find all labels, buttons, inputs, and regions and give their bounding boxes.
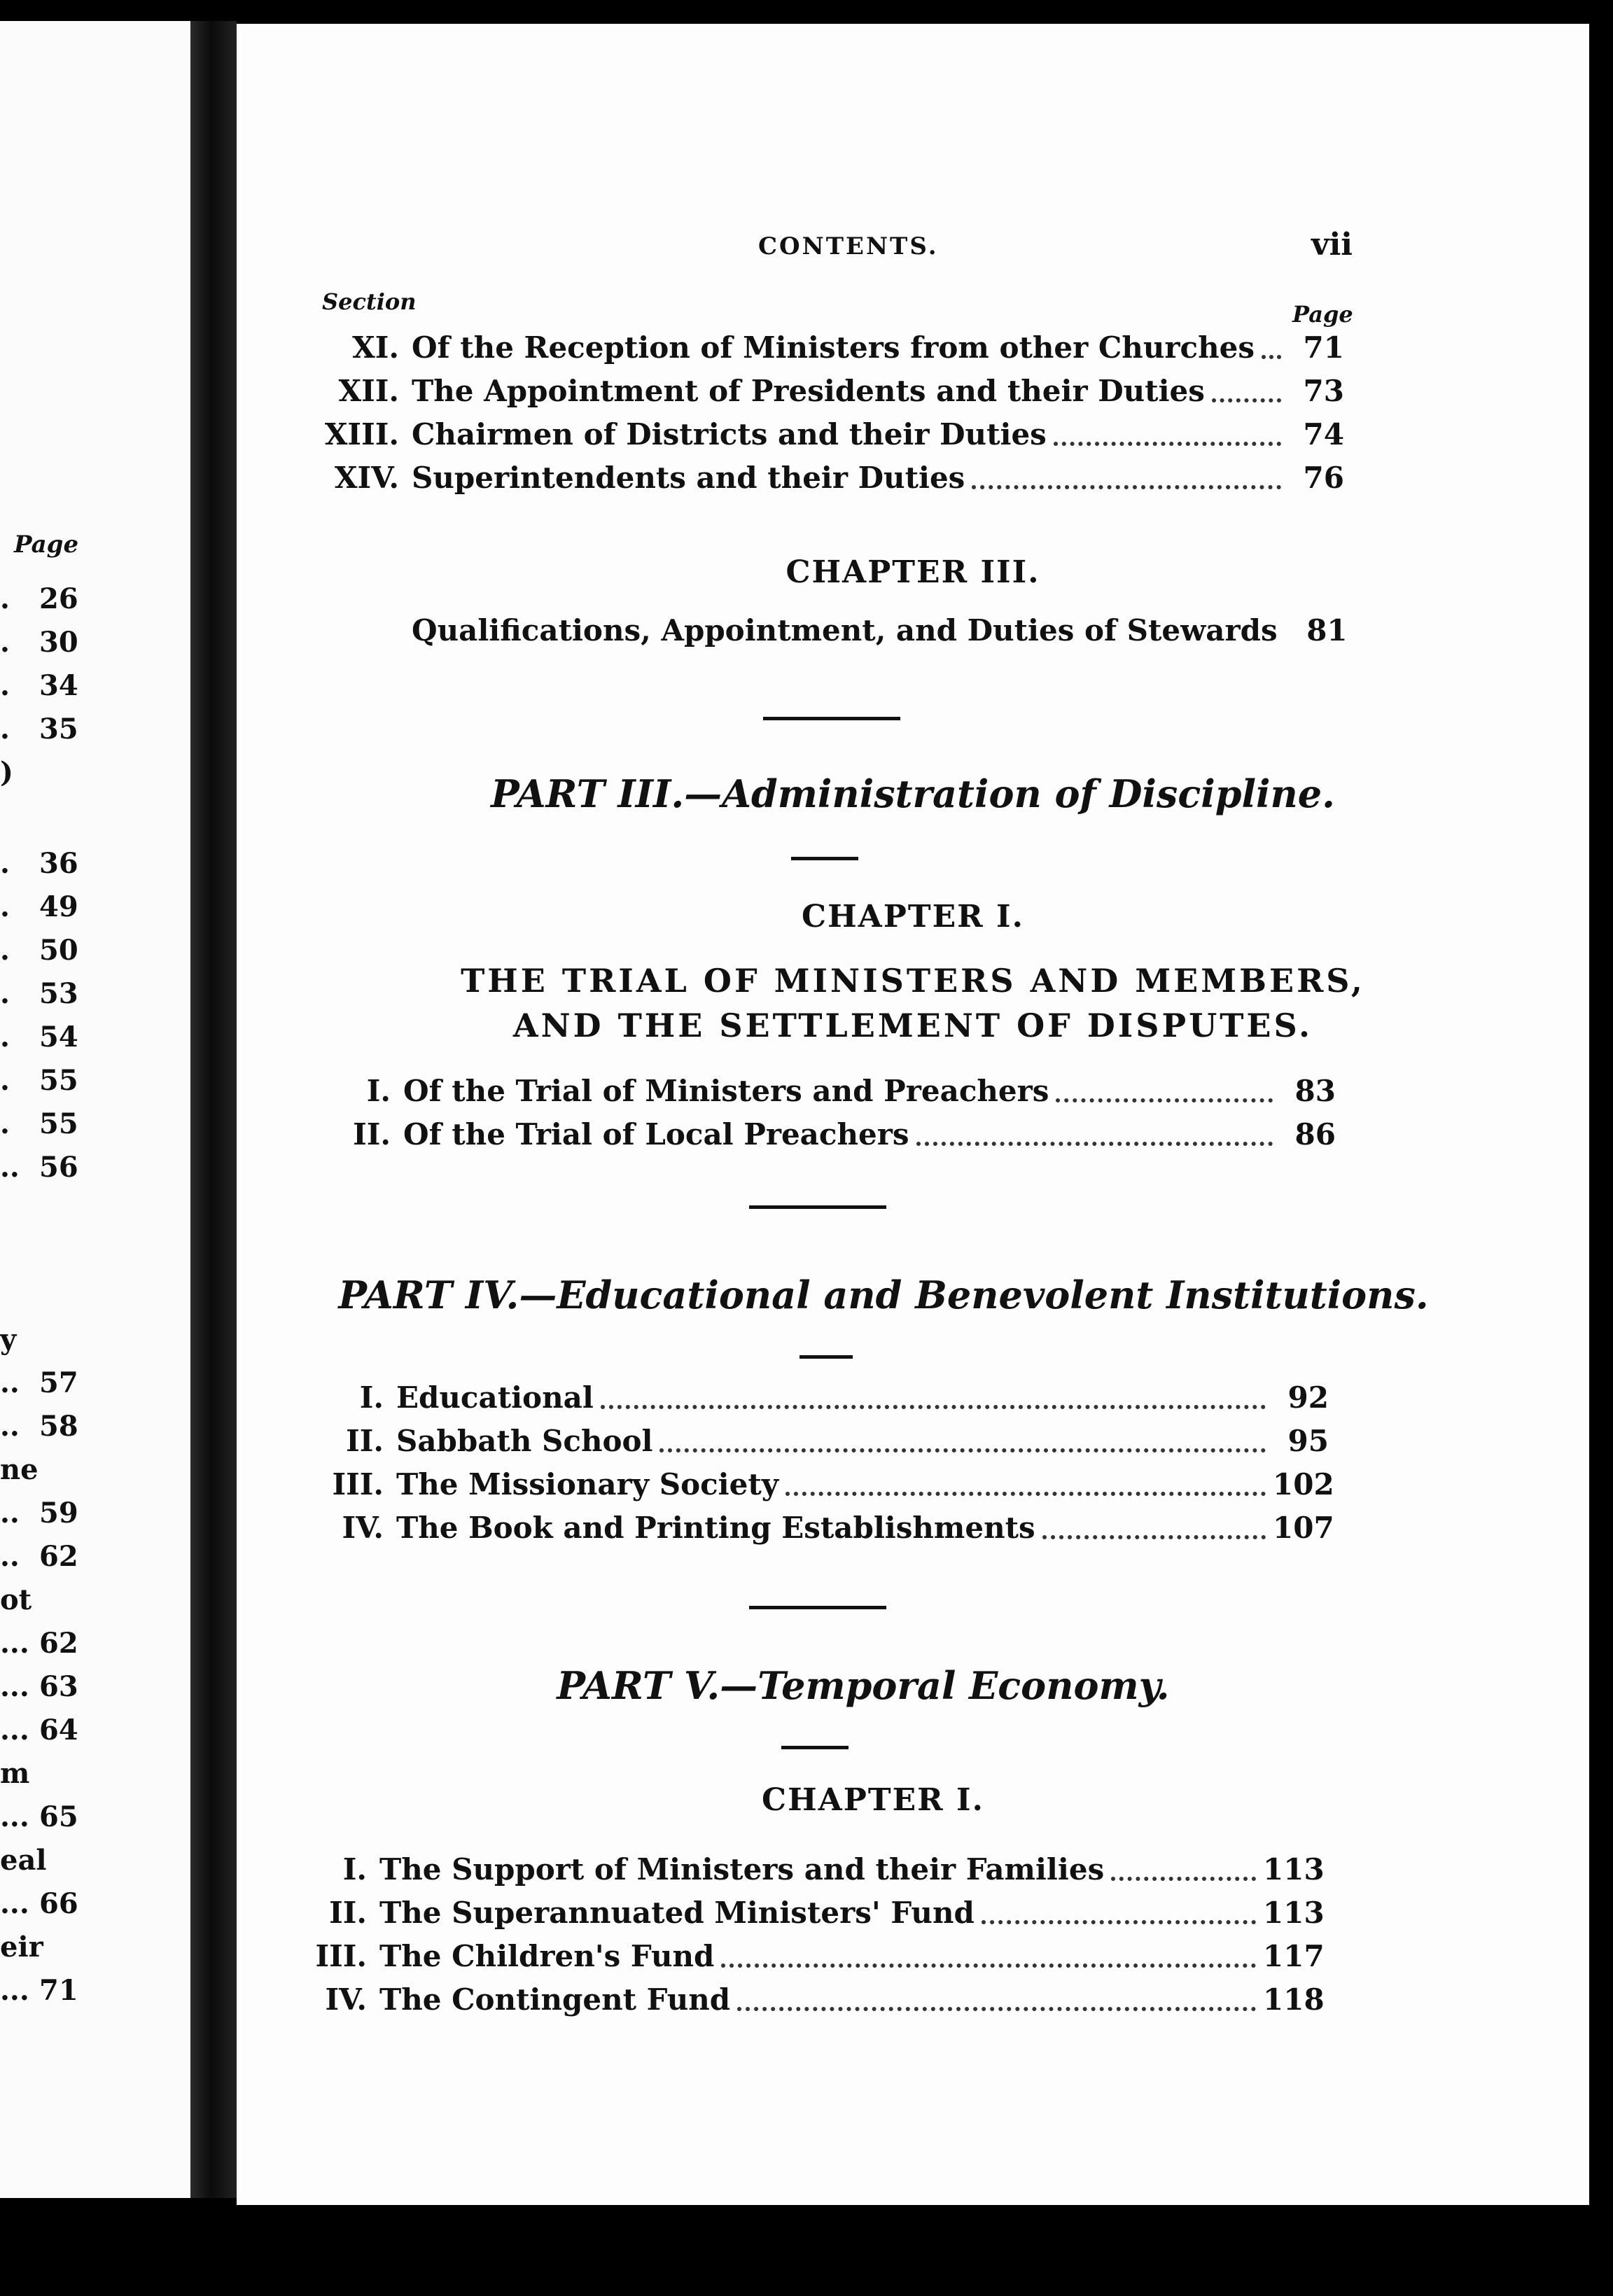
left-page-line-lead: .. [0, 1366, 20, 1399]
entry-page: 81 [1306, 613, 1348, 648]
entry-title: The Support of Ministers and their Families [379, 1852, 1105, 1886]
left-page-line-page: 36 [39, 847, 78, 880]
page-column-label: Page [1292, 301, 1353, 328]
left-page-line [0, 1583, 190, 1618]
dot-leader [785, 1492, 1266, 1496]
left-page-line-lead: ot [0, 1583, 32, 1616]
left-page-line [0, 977, 190, 1012]
contents-page [237, 24, 1589, 2205]
left-page-line-page: 34 [39, 669, 78, 702]
toc-entry-missionary-society [293, 1467, 1334, 1504]
left-page-line-lead: . [0, 847, 10, 880]
left-page-line-lead: .. [0, 1410, 20, 1443]
part-iv-heading: PART IV.—Educational and Benevolent Institutions. [338, 1273, 1429, 1317]
section-number: I. [359, 1380, 384, 1415]
section-number: II. [329, 1896, 367, 1930]
left-page-line-page: 57 [39, 1366, 78, 1399]
left-page-line-lead: ... [0, 1627, 29, 1660]
left-page-line [0, 1931, 190, 1966]
left-page-line-lead: . [0, 1107, 10, 1140]
left-page-line [0, 669, 190, 704]
left-page-line [0, 847, 190, 882]
left-page-line [0, 1627, 190, 1662]
left-page-line [0, 1497, 190, 1532]
toc-entry-childrens-fund [290, 1939, 1325, 1975]
left-page-line [0, 582, 190, 617]
entry-page: 95 [1287, 1424, 1329, 1458]
left-page-line-lead: . [0, 1064, 10, 1097]
toc-entry-trial-ministers [314, 1074, 1336, 1110]
toc-entry-section-xiii [315, 417, 1344, 454]
page-gutter [190, 21, 237, 2198]
section-number: III. [315, 1939, 367, 1973]
left-page-line-lead: .. [0, 1540, 20, 1573]
dot-leader [1054, 442, 1281, 446]
toc-entry-contingent-fund [290, 1982, 1325, 2019]
left-page-line-lead: eir [0, 1931, 43, 1963]
left-page-line [0, 1670, 190, 1705]
toc-entry-section-xiv [315, 461, 1344, 497]
left-page-line [0, 756, 190, 791]
dot-leader [721, 1963, 1256, 1968]
left-page-line-lead: . [0, 713, 10, 746]
entry-page: 113 [1263, 1852, 1325, 1886]
left-page-line-lead: ) [0, 756, 13, 789]
left-page-line [0, 890, 190, 925]
left-page-line-page: 49 [39, 890, 78, 923]
left-page-line [0, 1107, 190, 1142]
entry-page: 86 [1294, 1117, 1336, 1152]
left-page-line-lead: .. [0, 1151, 20, 1184]
entry-page: 83 [1294, 1074, 1336, 1108]
divider-rule [749, 1606, 886, 1609]
dot-leader [1111, 1877, 1256, 1881]
left-page-line-page: 58 [39, 1410, 78, 1443]
toc-entry-section-xii [315, 374, 1344, 410]
chapter-title-line-2: AND THE SETTLEMENT OF DISPUTES. [512, 1007, 1313, 1044]
entry-page: 76 [1303, 461, 1344, 495]
entry-title: The Missionary Society [396, 1467, 779, 1502]
toc-entry-sabbath-school [293, 1424, 1329, 1460]
part-v-heading: PART V.—Temporal Economy. [557, 1663, 1170, 1708]
divider-rule-short [799, 1355, 853, 1359]
section-number: XII. [338, 374, 399, 408]
chapter-iii-heading: CHAPTER III. [785, 554, 1040, 590]
left-page-line-page: 26 [39, 582, 78, 615]
dot-leader [737, 2007, 1256, 2011]
left-page-line-page: 64 [39, 1714, 78, 1746]
left-page-line [0, 1540, 190, 1575]
left-page-line-lead: .. [0, 1497, 20, 1530]
entry-page: 117 [1263, 1939, 1325, 1973]
left-page-line [0, 1021, 190, 1056]
left-page-line [0, 1453, 190, 1488]
left-page-line-page: 55 [39, 1107, 78, 1140]
left-page-line [0, 1323, 190, 1358]
section-number: III. [332, 1467, 384, 1502]
section-number: IV. [342, 1511, 384, 1545]
left-page-line [0, 1151, 190, 1186]
dot-leader [601, 1405, 1266, 1409]
left-page-line-page: 55 [39, 1064, 78, 1097]
chapter-title-line-1: THE TRIAL OF MINISTERS AND MEMBERS, [461, 962, 1365, 1000]
entry-page: 92 [1287, 1380, 1329, 1415]
section-number: II. [346, 1424, 384, 1458]
left-page-line [0, 626, 190, 661]
left-page-line [0, 1887, 190, 1922]
left-page-line-page: 35 [39, 713, 78, 746]
folio-number: vii [1311, 227, 1353, 262]
toc-entry-book-printing [293, 1511, 1334, 1547]
dot-leader [982, 1920, 1256, 1924]
left-page-line-lead: . [0, 977, 10, 1010]
left-page-line-lead: . [0, 1021, 10, 1054]
toc-entry-section-xi [315, 330, 1344, 367]
running-head: CONTENTS. [758, 232, 939, 260]
section-number: XI. [352, 330, 399, 365]
left-page-line [0, 1800, 190, 1835]
left-page-line-page: 54 [39, 1021, 78, 1054]
left-page-line-page: 66 [39, 1887, 78, 1920]
entry-title: Qualifications, Appointment, and Duties of Stewards [412, 613, 1278, 648]
divider-rule [763, 717, 900, 720]
left-page-label: Page [14, 531, 79, 559]
left-page-line-page: 56 [39, 1151, 78, 1184]
part-iii-chapter-heading: CHAPTER I. [802, 899, 1024, 934]
left-page-line [0, 1974, 190, 2009]
left-page-line [0, 934, 190, 969]
toc-entry-support-ministers [290, 1852, 1325, 1889]
left-page-line-lead: . [0, 582, 10, 615]
entry-title: Superintendents and their Duties [412, 461, 965, 495]
left-page-line-page: 53 [39, 977, 78, 1010]
left-page-line-lead: . [0, 934, 10, 967]
dot-leader [916, 1142, 1273, 1146]
divider-rule-short [781, 1746, 849, 1749]
left-page-line-lead: y [0, 1323, 17, 1356]
left-page-line-lead: ... [0, 1670, 29, 1703]
section-number: IV. [325, 1982, 367, 2017]
entry-title: Chairmen of Districts and their Duties [412, 417, 1047, 451]
section-column-label: Section [322, 288, 417, 315]
left-page-line-lead: ... [0, 1887, 29, 1920]
left-page-line-lead: eal [0, 1844, 47, 1877]
left-page-line-page: 65 [39, 1800, 78, 1833]
section-number: XIV. [334, 461, 399, 495]
entry-page: 73 [1303, 374, 1344, 408]
entry-title: Of the Trial of Ministers and Preachers [403, 1074, 1049, 1108]
entry-title: Educational [396, 1380, 594, 1415]
left-page-line-lead: ... [0, 1800, 29, 1833]
entry-title: Of the Trial of Local Preachers [403, 1117, 909, 1152]
left-page-line [0, 1757, 190, 1792]
left-page-line-page: 71 [39, 1974, 78, 2007]
left-page-line-page: 59 [39, 1497, 78, 1530]
section-number: I. [366, 1074, 391, 1108]
section-number: XIII. [324, 417, 399, 451]
entry-page: 113 [1263, 1896, 1325, 1930]
left-page-line-page: 30 [39, 626, 78, 659]
left-page-line [0, 1410, 190, 1445]
dot-leader [1056, 1098, 1273, 1102]
entry-title: The Contingent Fund [379, 1982, 731, 2017]
left-page-line-page: 63 [39, 1670, 78, 1703]
left-page-line-lead: ne [0, 1453, 39, 1486]
left-page-line-page: 62 [39, 1627, 78, 1660]
entry-title: The Children's Fund [379, 1939, 715, 1973]
left-page-line-lead: ... [0, 1714, 29, 1746]
entry-title: The Superannuated Ministers' Fund [379, 1896, 975, 1930]
left-page-line-lead: m [0, 1757, 30, 1790]
entry-page: 102 [1273, 1467, 1334, 1502]
entry-title: Sabbath School [396, 1424, 653, 1458]
left-page-line [0, 1844, 190, 1879]
toc-entry-trial-local-preachers [314, 1117, 1336, 1154]
dot-leader [1262, 355, 1281, 359]
divider-rule-short [791, 857, 858, 860]
left-page-line-lead: . [0, 890, 10, 923]
part-v-chapter-heading: CHAPTER I. [762, 1782, 984, 1818]
left-page-line [0, 1714, 190, 1749]
part-iii-heading: PART III.—Administration of Discipline. [491, 771, 1335, 816]
entry-page: 107 [1273, 1511, 1334, 1545]
entry-title: The Appointment of Presidents and their Duties [412, 374, 1205, 408]
divider-rule [749, 1205, 886, 1209]
entry-page: 118 [1263, 1982, 1325, 2017]
entry-title: The Book and Printing Establishments [396, 1511, 1035, 1545]
left-page-line-lead: . [0, 626, 10, 659]
entry-title: Of the Reception of Ministers from other Churches [412, 330, 1255, 365]
toc-entry-educational [293, 1380, 1329, 1417]
left-page-line-lead: ... [0, 1974, 29, 2007]
left-page-line [0, 713, 190, 748]
left-page-line-page: 50 [39, 934, 78, 967]
left-page-line [0, 1064, 190, 1099]
dot-leader [659, 1448, 1266, 1452]
left-page-line-page: 62 [39, 1540, 78, 1573]
left-page-line [0, 1366, 190, 1401]
section-number: II. [353, 1117, 391, 1152]
dot-leader [972, 485, 1281, 489]
toc-entry-superannuated-fund [290, 1896, 1325, 1932]
section-number: I. [342, 1852, 367, 1886]
toc-entry-stewards [412, 613, 1348, 650]
left-page-fragment [0, 21, 190, 2198]
dot-leader [1212, 398, 1281, 402]
entry-page: 74 [1303, 417, 1344, 451]
left-page-line-lead: . [0, 669, 10, 702]
entry-page: 71 [1303, 330, 1344, 365]
dot-leader [1042, 1535, 1266, 1539]
